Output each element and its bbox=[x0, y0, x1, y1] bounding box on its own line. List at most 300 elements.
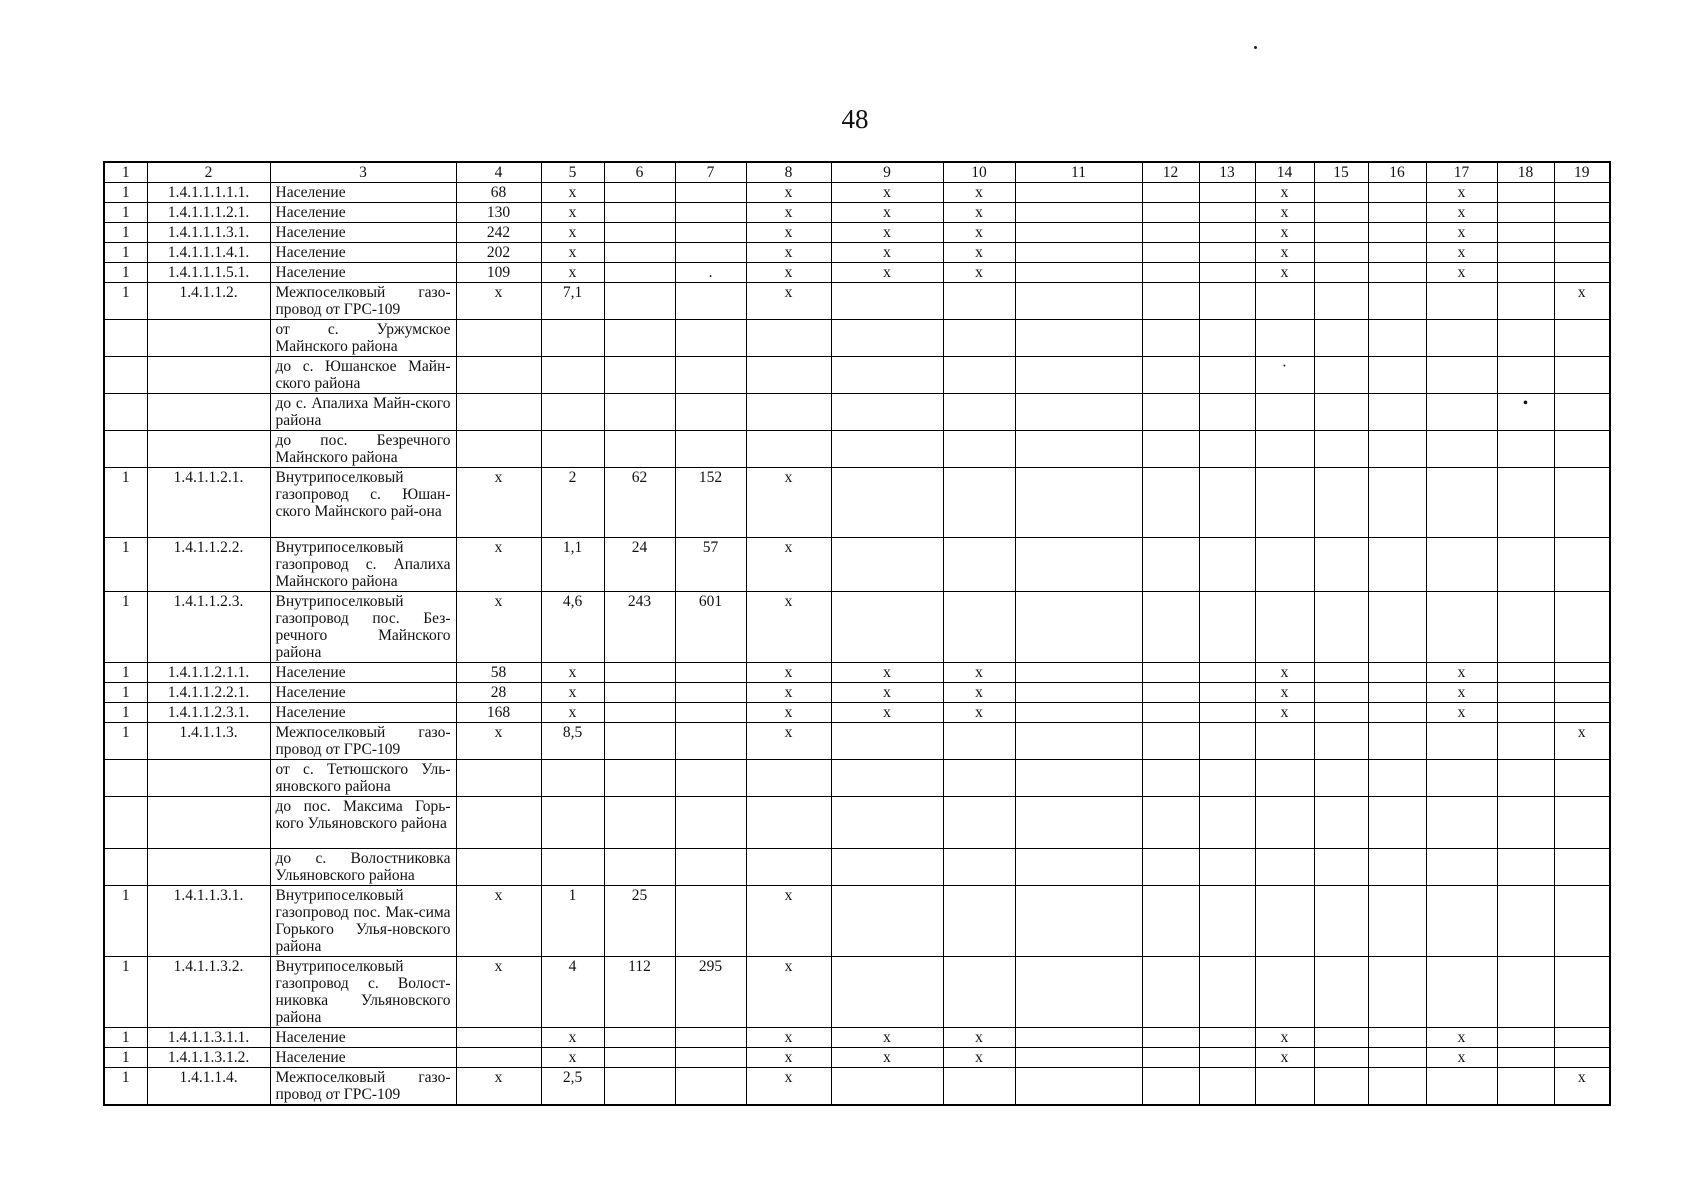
table-cell bbox=[1368, 431, 1426, 468]
table-cell: х bbox=[1426, 263, 1497, 283]
table-cell: 1 bbox=[541, 886, 604, 957]
table-cell bbox=[1426, 1068, 1497, 1106]
table-cell bbox=[1199, 957, 1255, 1028]
row-code-cell: 1.4.1.1.2.3. bbox=[147, 592, 270, 663]
table-cell bbox=[1142, 592, 1199, 663]
table-cell: 24 bbox=[604, 538, 675, 592]
row-name-cell: Население bbox=[270, 183, 456, 203]
table-cell bbox=[1255, 760, 1314, 797]
table-cell bbox=[1497, 538, 1554, 592]
table-cell bbox=[1497, 849, 1554, 886]
column-number: 15 bbox=[1314, 162, 1368, 183]
table-cell bbox=[943, 394, 1015, 431]
table-cell bbox=[604, 1028, 675, 1048]
table-cell: х bbox=[746, 683, 831, 703]
table-cell bbox=[456, 431, 541, 468]
table-cell bbox=[1255, 538, 1314, 592]
table-cell: х bbox=[541, 263, 604, 283]
table-row bbox=[104, 1068, 1610, 1106]
table-cell bbox=[675, 431, 746, 468]
table-cell: 68 bbox=[456, 183, 541, 203]
table-cell bbox=[456, 394, 541, 431]
table-cell bbox=[831, 957, 943, 1028]
table-cell: х bbox=[831, 703, 943, 723]
column-number: 18 bbox=[1497, 162, 1554, 183]
table-row bbox=[104, 283, 1610, 320]
table-cell: х bbox=[1255, 223, 1314, 243]
table-cell: х bbox=[1426, 683, 1497, 703]
table-cell bbox=[1314, 357, 1368, 394]
table-cell: х bbox=[746, 957, 831, 1028]
table-cell bbox=[1015, 797, 1142, 849]
table-cell bbox=[943, 797, 1015, 849]
table-cell: х bbox=[1426, 243, 1497, 263]
table-cell bbox=[1015, 663, 1142, 683]
table-cell bbox=[1015, 957, 1142, 1028]
row-name-cell: Внутрипоселковый газопровод с. Волост-никовка Ульяновского района bbox=[270, 957, 456, 1028]
table-cell: 1 bbox=[104, 538, 147, 592]
row-name-cell: до с. Волостниковка Ульяновского района bbox=[270, 849, 456, 886]
table-cell bbox=[1426, 394, 1497, 431]
table-cell: 2,5 bbox=[541, 1068, 604, 1106]
table-row bbox=[104, 243, 1610, 263]
table-cell bbox=[604, 760, 675, 797]
table-cell: х bbox=[831, 223, 943, 243]
table-cell bbox=[1426, 283, 1497, 320]
table-cell bbox=[1497, 320, 1554, 357]
table-cell: 130 bbox=[456, 203, 541, 223]
row-name-cell: Население bbox=[270, 683, 456, 703]
row-code-cell: 1.4.1.1.2.1. bbox=[147, 468, 270, 538]
table-cell bbox=[1015, 431, 1142, 468]
table-cell bbox=[1199, 663, 1255, 683]
table-cell bbox=[1142, 223, 1199, 243]
table-cell bbox=[604, 431, 675, 468]
table-cell: х bbox=[1554, 1068, 1610, 1106]
table-cell bbox=[943, 592, 1015, 663]
table-cell: 152 bbox=[675, 468, 746, 538]
table-cell bbox=[675, 849, 746, 886]
table-cell bbox=[1368, 468, 1426, 538]
table-cell: х bbox=[1554, 723, 1610, 760]
table-cell bbox=[1368, 797, 1426, 849]
table-cell: 601 bbox=[675, 592, 746, 663]
table-row bbox=[104, 203, 1610, 223]
table-cell bbox=[1554, 263, 1610, 283]
table-cell bbox=[1255, 468, 1314, 538]
row-code-cell bbox=[147, 431, 270, 468]
table-cell bbox=[1426, 957, 1497, 1028]
table-cell: х bbox=[1426, 703, 1497, 723]
table-cell bbox=[1199, 886, 1255, 957]
table-cell bbox=[1199, 357, 1255, 394]
table-cell: х bbox=[943, 263, 1015, 283]
table-cell: 4 bbox=[541, 957, 604, 1028]
table-cell bbox=[604, 243, 675, 263]
table-cell bbox=[1426, 538, 1497, 592]
table-cell bbox=[1255, 1068, 1314, 1106]
table-cell bbox=[675, 723, 746, 760]
table-cell bbox=[1368, 1048, 1426, 1068]
table-row bbox=[104, 703, 1610, 723]
table-cell: х bbox=[541, 683, 604, 703]
table-cell: х bbox=[746, 1028, 831, 1048]
table-cell bbox=[831, 431, 943, 468]
table-cell bbox=[1497, 468, 1554, 538]
table-cell bbox=[943, 320, 1015, 357]
table-cell bbox=[1426, 723, 1497, 760]
table-cell bbox=[1142, 1068, 1199, 1106]
table-cell bbox=[1142, 357, 1199, 394]
table-cell bbox=[1199, 1028, 1255, 1048]
row-code-cell: 1.4.1.1.2.1.1. bbox=[147, 663, 270, 683]
table-cell bbox=[1554, 357, 1610, 394]
table-cell bbox=[1015, 723, 1142, 760]
table-cell bbox=[1255, 592, 1314, 663]
table-cell: х bbox=[746, 592, 831, 663]
table-cell bbox=[541, 320, 604, 357]
table-row bbox=[104, 683, 1610, 703]
table-cell bbox=[1015, 283, 1142, 320]
table-cell bbox=[675, 683, 746, 703]
table-cell bbox=[1497, 703, 1554, 723]
column-number: 10 bbox=[943, 162, 1015, 183]
row-code-cell: 1.4.1.1.1.4.1. bbox=[147, 243, 270, 263]
table-cell: х bbox=[1255, 243, 1314, 263]
table-cell: 62 bbox=[604, 468, 675, 538]
table-cell bbox=[675, 760, 746, 797]
table-cell bbox=[604, 1048, 675, 1068]
table-cell: х bbox=[456, 283, 541, 320]
row-code-cell bbox=[147, 357, 270, 394]
row-name-cell: от с. Тетюшского Уль-яновского района bbox=[270, 760, 456, 797]
table-cell bbox=[1368, 1068, 1426, 1106]
table-cell bbox=[675, 663, 746, 683]
table-cell bbox=[1199, 183, 1255, 203]
table-cell bbox=[1015, 223, 1142, 243]
table-cell bbox=[746, 760, 831, 797]
table-cell bbox=[1314, 223, 1368, 243]
row-code-cell: 1.4.1.1.3.1. bbox=[147, 886, 270, 957]
table-cell bbox=[1015, 703, 1142, 723]
column-number: 17 bbox=[1426, 162, 1497, 183]
table-cell bbox=[1497, 723, 1554, 760]
table-cell: х bbox=[456, 1068, 541, 1106]
table-row bbox=[104, 357, 1610, 394]
row-name-cell: Внутрипоселковый газопровод с. Юшан-ского Майнского рай-она bbox=[270, 468, 456, 538]
table-cell bbox=[1497, 1048, 1554, 1068]
table-cell bbox=[1368, 957, 1426, 1028]
table-cell bbox=[1497, 203, 1554, 223]
table-cell bbox=[831, 849, 943, 886]
row-code-cell: 1.4.1.1.2.2. bbox=[147, 538, 270, 592]
table-cell: х bbox=[746, 663, 831, 683]
table-cell bbox=[1255, 886, 1314, 957]
table-cell bbox=[1015, 683, 1142, 703]
row-name-cell: Внутрипоселковый газопровод пос. Мак-сима Горького Улья-новского района bbox=[270, 886, 456, 957]
table-cell bbox=[1497, 663, 1554, 683]
row-name-cell: Население bbox=[270, 1048, 456, 1068]
data-table bbox=[103, 161, 1611, 1106]
table-cell: х bbox=[1554, 283, 1610, 320]
table-cell bbox=[1497, 243, 1554, 263]
table-cell: х bbox=[456, 592, 541, 663]
table-cell bbox=[1497, 760, 1554, 797]
table-cell bbox=[1199, 538, 1255, 592]
table-cell bbox=[943, 1068, 1015, 1106]
table-cell: 1 bbox=[104, 468, 147, 538]
table-cell bbox=[1142, 1048, 1199, 1068]
table-cell bbox=[1015, 243, 1142, 263]
table-cell bbox=[943, 886, 1015, 957]
table-cell bbox=[943, 357, 1015, 394]
table-cell bbox=[1314, 1068, 1368, 1106]
table-row bbox=[104, 320, 1610, 357]
table-cell bbox=[1142, 320, 1199, 357]
table-cell bbox=[1368, 538, 1426, 592]
table-cell bbox=[1368, 183, 1426, 203]
table-cell bbox=[1314, 957, 1368, 1028]
table-cell: х bbox=[541, 663, 604, 683]
table-cell bbox=[1368, 243, 1426, 263]
table-cell bbox=[1142, 431, 1199, 468]
table-cell: 2 bbox=[541, 468, 604, 538]
table-cell bbox=[104, 394, 147, 431]
table-cell: х bbox=[456, 723, 541, 760]
table-cell: х bbox=[943, 703, 1015, 723]
column-number: 16 bbox=[1368, 162, 1426, 183]
table-cell bbox=[1199, 683, 1255, 703]
table-cell bbox=[1314, 703, 1368, 723]
table-cell: х bbox=[1426, 1028, 1497, 1048]
table-cell bbox=[1497, 283, 1554, 320]
table-cell bbox=[1142, 663, 1199, 683]
table-cell bbox=[1554, 243, 1610, 263]
table-cell: х bbox=[456, 886, 541, 957]
table-cell bbox=[831, 357, 943, 394]
table-cell bbox=[1199, 703, 1255, 723]
table-cell: х bbox=[746, 723, 831, 760]
table-cell bbox=[1554, 223, 1610, 243]
table-row bbox=[104, 468, 1610, 538]
table-cell: х bbox=[831, 263, 943, 283]
table-cell: х bbox=[831, 243, 943, 263]
table-cell bbox=[104, 797, 147, 849]
table-cell bbox=[1497, 263, 1554, 283]
table-cell bbox=[1314, 394, 1368, 431]
table-cell bbox=[604, 203, 675, 223]
table-cell bbox=[943, 760, 1015, 797]
table-cell bbox=[675, 703, 746, 723]
table-cell bbox=[104, 849, 147, 886]
table-cell: 112 bbox=[604, 957, 675, 1028]
table-cell: 25 bbox=[604, 886, 675, 957]
column-number: 4 bbox=[456, 162, 541, 183]
table-cell: 4,6 bbox=[541, 592, 604, 663]
table-cell: х bbox=[1426, 203, 1497, 223]
column-number: 11 bbox=[1015, 162, 1142, 183]
table-cell bbox=[1554, 683, 1610, 703]
table-cell bbox=[831, 1068, 943, 1106]
table-cell bbox=[1497, 1028, 1554, 1048]
table-cell: 295 bbox=[675, 957, 746, 1028]
column-number: 19 bbox=[1554, 162, 1610, 183]
table-cell bbox=[1199, 203, 1255, 223]
table-cell bbox=[1199, 760, 1255, 797]
table-cell bbox=[1314, 683, 1368, 703]
table-cell bbox=[675, 797, 746, 849]
table-cell bbox=[675, 394, 746, 431]
table-cell bbox=[943, 431, 1015, 468]
table-cell bbox=[1142, 283, 1199, 320]
table-cell bbox=[1142, 538, 1199, 592]
table-cell: х bbox=[541, 203, 604, 223]
table-cell bbox=[746, 797, 831, 849]
column-number: 3 bbox=[270, 162, 456, 183]
table-row bbox=[104, 849, 1610, 886]
table-cell bbox=[1554, 592, 1610, 663]
table-cell: 1 bbox=[104, 1028, 147, 1048]
table-cell bbox=[831, 592, 943, 663]
table-cell bbox=[675, 243, 746, 263]
table-cell: х bbox=[1255, 263, 1314, 283]
table-cell bbox=[1199, 1048, 1255, 1068]
table-cell: х bbox=[746, 703, 831, 723]
row-name-cell: до с. Апалиха Майн-ского района bbox=[270, 394, 456, 431]
table-cell bbox=[746, 320, 831, 357]
table-row bbox=[104, 431, 1610, 468]
table-cell bbox=[1199, 723, 1255, 760]
table-cell bbox=[1199, 797, 1255, 849]
table-cell: х bbox=[456, 538, 541, 592]
table-cell bbox=[1314, 243, 1368, 263]
row-code-cell: 1.4.1.1.2.3.1. bbox=[147, 703, 270, 723]
table-cell bbox=[541, 760, 604, 797]
table-cell bbox=[1554, 320, 1610, 357]
table-cell bbox=[456, 849, 541, 886]
table-cell bbox=[675, 357, 746, 394]
table-cell bbox=[943, 468, 1015, 538]
table-cell bbox=[943, 849, 1015, 886]
table-cell bbox=[1015, 1048, 1142, 1068]
table-cell bbox=[675, 223, 746, 243]
table-cell: х bbox=[943, 683, 1015, 703]
table-cell: 58 bbox=[456, 663, 541, 683]
row-name-cell: Население bbox=[270, 1028, 456, 1048]
table-cell bbox=[604, 703, 675, 723]
table-cell bbox=[1142, 1028, 1199, 1048]
table-cell bbox=[604, 394, 675, 431]
table-cell bbox=[746, 849, 831, 886]
table-cell: 28 bbox=[456, 683, 541, 703]
table-cell bbox=[746, 394, 831, 431]
table-cell bbox=[1314, 468, 1368, 538]
table-cell bbox=[1426, 849, 1497, 886]
table-cell bbox=[1314, 849, 1368, 886]
column-number: 12 bbox=[1142, 162, 1199, 183]
table-cell: 1 bbox=[104, 203, 147, 223]
table-cell: х bbox=[541, 1028, 604, 1048]
table-cell bbox=[831, 468, 943, 538]
table-cell bbox=[541, 797, 604, 849]
table-cell bbox=[1554, 468, 1610, 538]
table-cell: 1 bbox=[104, 223, 147, 243]
table-cell: 243 bbox=[604, 592, 675, 663]
table-cell bbox=[675, 320, 746, 357]
table-cell bbox=[1255, 431, 1314, 468]
table-cell bbox=[456, 320, 541, 357]
table-cell bbox=[604, 663, 675, 683]
table-cell bbox=[1368, 394, 1426, 431]
table-cell bbox=[1554, 663, 1610, 683]
table-cell bbox=[675, 1048, 746, 1068]
table-cell bbox=[604, 223, 675, 243]
table-cell bbox=[1015, 357, 1142, 394]
table-cell bbox=[1142, 703, 1199, 723]
table-cell bbox=[604, 283, 675, 320]
table-row bbox=[104, 797, 1610, 849]
table-cell: х bbox=[831, 183, 943, 203]
table-cell bbox=[604, 723, 675, 760]
column-number: 1 bbox=[104, 162, 147, 183]
table-cell: 8,5 bbox=[541, 723, 604, 760]
row-code-cell: 1.4.1.1.3.2. bbox=[147, 957, 270, 1028]
row-name-cell: от с. Уржумское Майнского района bbox=[270, 320, 456, 357]
table-cell bbox=[1497, 431, 1554, 468]
table-row bbox=[104, 663, 1610, 683]
table-cell: 57 bbox=[675, 538, 746, 592]
table-cell bbox=[1199, 283, 1255, 320]
table-cell bbox=[1368, 760, 1426, 797]
table-cell bbox=[831, 760, 943, 797]
table-cell bbox=[456, 797, 541, 849]
table-cell bbox=[1015, 1068, 1142, 1106]
table-cell: 1 bbox=[104, 1068, 147, 1106]
table-cell bbox=[604, 183, 675, 203]
table-cell: х bbox=[746, 468, 831, 538]
row-name-cell: до пос. Максима Горь-кого Ульяновского района bbox=[270, 797, 456, 849]
table-cell: х bbox=[831, 663, 943, 683]
table-cell bbox=[1255, 797, 1314, 849]
table-cell bbox=[746, 357, 831, 394]
table-cell: х bbox=[943, 183, 1015, 203]
table-cell bbox=[1368, 886, 1426, 957]
table-cell bbox=[1554, 849, 1610, 886]
table-cell bbox=[1554, 1048, 1610, 1068]
table-cell: х bbox=[1255, 1028, 1314, 1048]
table-cell: 1 bbox=[104, 886, 147, 957]
table-row bbox=[104, 538, 1610, 592]
table-cell bbox=[1497, 683, 1554, 703]
table-cell: х bbox=[456, 468, 541, 538]
table-cell: х bbox=[1426, 223, 1497, 243]
table-cell: 1 bbox=[104, 663, 147, 683]
row-name-cell: Межпоселковый газо-провод от ГРС-109 bbox=[270, 723, 456, 760]
table-cell bbox=[1314, 263, 1368, 283]
table-cell bbox=[675, 886, 746, 957]
table-row bbox=[104, 1028, 1610, 1048]
table-cell bbox=[831, 886, 943, 957]
table-cell bbox=[1255, 283, 1314, 320]
table-cell bbox=[1554, 1028, 1610, 1048]
table-cell bbox=[1497, 957, 1554, 1028]
table-cell: 1 bbox=[104, 183, 147, 203]
table-cell bbox=[1368, 357, 1426, 394]
column-number: 9 bbox=[831, 162, 943, 183]
table-cell bbox=[1426, 320, 1497, 357]
table-cell bbox=[675, 1068, 746, 1106]
table-cell: х bbox=[1255, 703, 1314, 723]
